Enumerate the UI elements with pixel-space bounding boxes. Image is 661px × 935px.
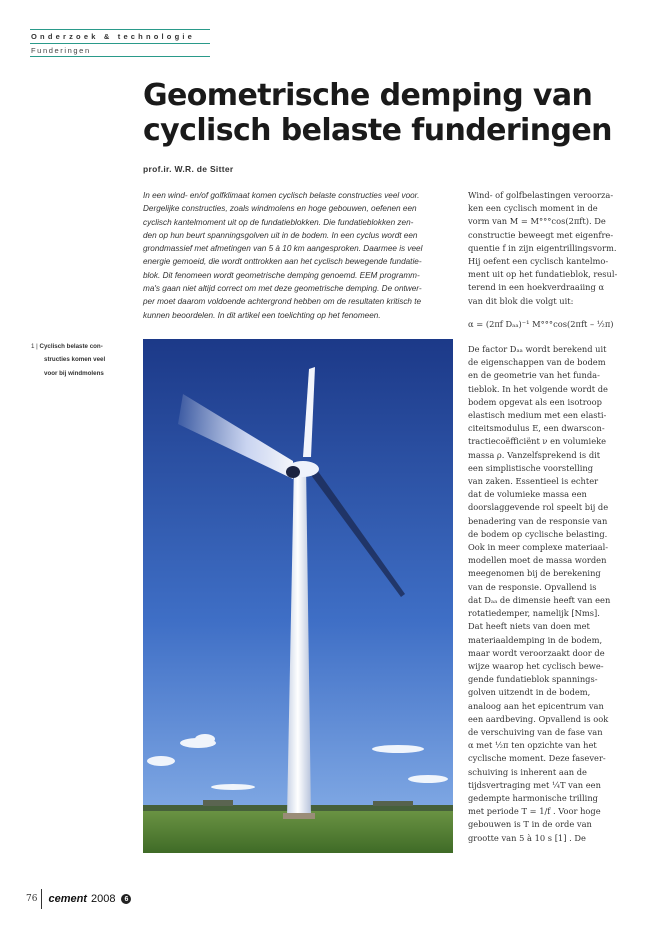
body-column [468,189,636,845]
body-line: maar wordt veroorzaakt door de [468,647,605,658]
body-line: schuiving is inherent aan de [468,766,587,777]
body-line: citeitsmodulus E, een dwarscon- [468,423,605,434]
body-line: grootte van 5 à 10 s [1] . De [468,832,586,843]
page-number: 76 [26,894,38,904]
body-line: de eigenschappen van de bodem [468,357,606,368]
magazine-name: cement [48,893,87,905]
body-line: golven uitzendt in de bodem, [468,687,591,698]
wind-turbine-illustration [143,339,453,853]
caption-line-3: voor bij windmolens [44,369,104,377]
body-line: Wind- of golfbelastingen veroorza- [468,190,614,200]
body-line: de bodem op cyclische belasting. [468,528,608,539]
title-line-2: cyclisch belaste funderingen [143,113,612,148]
body-line: α met ½π ten opzichte van het [468,740,597,751]
body-line: een aardbeving. Opvallend is ook [468,713,609,724]
body-line: meegenomen bij de berekening [468,568,601,579]
page-footer [26,888,131,910]
body-line: en de geometrie van het funda- [468,370,600,381]
body-line: analoog aan het epicentrum van [468,700,604,711]
body-line: terend in een hoekverdraaiing α [468,282,605,293]
subsection-label: Funderingen [31,46,91,55]
body-line: gebouwen is T in de orde van [468,819,592,830]
body-line: ken een cyclisch moment in de [468,203,598,214]
formula-alpha: α = (2πf Dₐₐ)⁻¹ M°°°cos(2πft – ½π) [468,318,614,329]
body-line: gende fundatieblok spannings- [468,674,598,685]
body-paragraph-2 [468,343,636,845]
body-line: wijze waarop het cyclisch bewe- [468,660,604,671]
body-line: van de responsie. Opvallend is [468,581,597,592]
intro-line: Dergelijke constructies, zoals windmolens en hoge gebouwen, oefenen een [143,204,417,214]
body-line: cyclische moment. Deze fasever- [468,753,606,764]
header-rule-middle [30,43,210,44]
body-line: Ook in meer complexe materiaal- [468,542,609,553]
body-line: dat Dₐₐ de dimensie heeft van een [468,594,611,605]
caption-line-1: Cyclisch belaste con- [39,343,103,350]
body-line: tieblok. In het volgende wordt de [468,383,608,394]
issue-badge: 6 [121,894,131,904]
intro-line: per moet daarom voldoende achtergrond hebben om de resultaten kritisch te [143,297,422,307]
footer-divider [41,889,42,909]
header-rule-bottom [30,56,210,57]
body-line: een simplistische voorstelling [468,462,594,473]
intro-line: grondmassief met afmetingen van 5 à 10 km aangesproken. Daarmee is veel [143,244,423,254]
magazine-year: 2008 [90,893,116,905]
body-line: gedempte harmonische trilling [468,792,598,803]
body-paragraph-1 [468,189,636,308]
body-line: benadering van de responsie van [468,515,608,526]
body-line: modellen moet de massa worden [468,555,607,566]
body-line: tijdsvertraging met ¼T van een [468,779,601,790]
body-line: van zaken. Essentieel is echter [468,476,599,487]
section-label: Onderzoek & technologie [31,32,196,41]
intro-line: blok. Dit fenomeen wordt geometrische demping genoemd. EEM programm- [143,270,420,280]
body-line: met periode T = 1/f . Voor hoge [468,806,601,817]
body-line: vorm van M = M°°°cos(2πft). De [468,216,606,227]
body-line: doorslaggevende rol speelt bij de [468,502,609,513]
header-rule-top [30,29,210,30]
body-line: Dat heeft niets van doen met [468,621,590,632]
article-intro [143,189,453,322]
caption-line-2: structies komen veel [44,356,106,364]
body-line: quentie f in zijn eigentrillingsvorm. [468,242,617,253]
body-line: dat de volumieke massa een [468,489,587,500]
body-line: tractiecoëfficiënt ν en volumieke [468,436,607,447]
body-line: ment uit op het fundatieblok, resul- [468,269,618,280]
body-line: van dit blok die volgt uit: [468,295,574,306]
intro-line: cyclisch kantelmoment uit op de fundatieblokken. Die fundatieblokken zen- [143,217,414,227]
intro-line: In een wind- en/of golfklimaat komen cyclisch belaste constructies veel voor. [143,191,420,200]
body-line: bodem opgevat als een isotroop [468,396,602,407]
intro-line: energie gemoeid, die wordt onttrokken aan het cyclisch bewegende fundatie- [143,257,422,267]
caption-number: 1 [31,343,35,350]
body-line: rotatiedemper, namelijk [Nms]. [468,608,600,619]
author-byline: prof.ir. W.R. de Sitter [143,164,234,174]
body-line: elastisch medium met een elasti- [468,410,607,421]
intro-line: den op hun beurt spanningsgolven uit in de bodem. In een cyclus wordt een [143,230,418,240]
intro-line: ma's gaan niet altijd correct om met deze geometrische demping. De ontwer- [143,284,422,294]
intro-line: kunnen beoordelen. In dit artikel een toelichting op het fenomeen. [143,310,381,320]
body-line: de verschuiving van de fase van [468,726,603,737]
body-line: constructie beweegt met eigenfre- [468,229,614,240]
body-line: materiaaldemping in de bodem, [468,634,603,645]
figure-caption [31,340,121,380]
body-line: De factor Dₐₐ wordt berekend uit [468,344,607,355]
wind-turbine-photo [143,339,453,853]
caption-line: 1 | Cyclisch belaste con- [31,343,103,350]
article-title [143,78,613,148]
body-line: Hij oefent een cyclisch kantelmo- [468,256,609,267]
title-line-1: Geometrische demping van [143,78,593,113]
body-line: massa ρ. Vanzelfsprekend is dit [468,449,601,460]
